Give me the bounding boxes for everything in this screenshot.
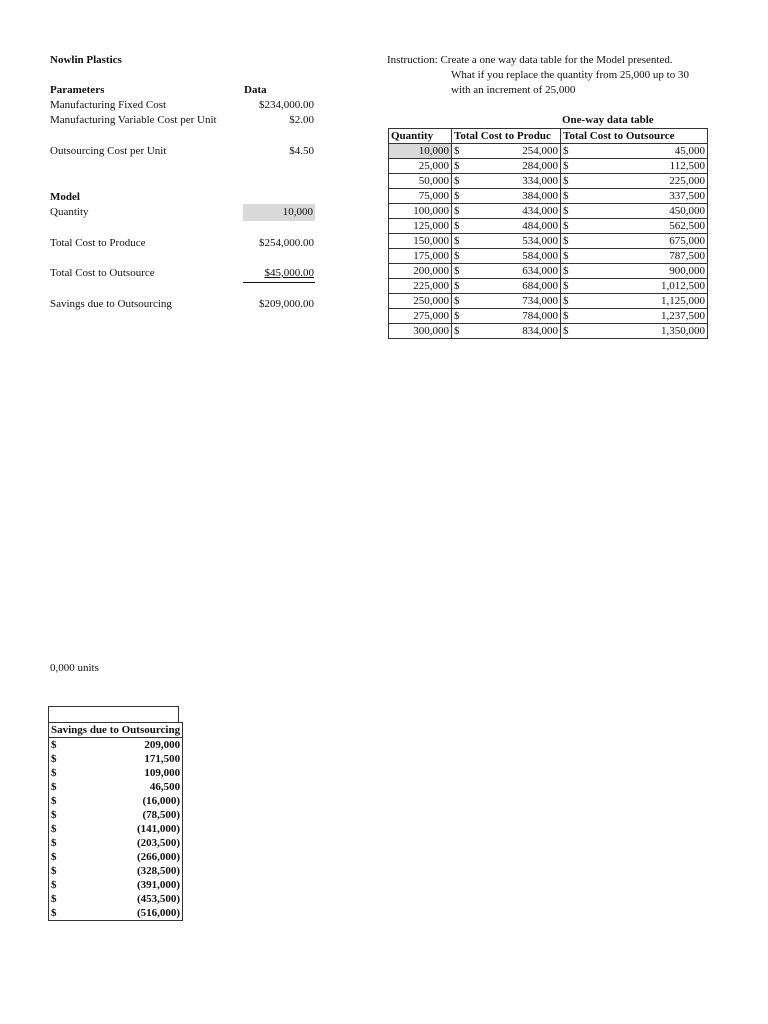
savings-cell[interactable]: 171,500 (84, 752, 183, 766)
currency-cell[interactable]: $ (452, 279, 471, 294)
currency-cell[interactable]: $ (452, 189, 471, 204)
data-heading: Data (244, 84, 267, 96)
currency-cell[interactable]: $ (561, 189, 580, 204)
currency-cell[interactable]: $ (49, 892, 85, 906)
produce-cost-cell[interactable]: 734,000 (470, 294, 561, 309)
savings-cell[interactable]: (203,500) (84, 836, 183, 850)
quantity-cell[interactable]: 300,000 (389, 324, 452, 339)
currency-cell[interactable]: $ (452, 234, 471, 249)
savings-cell[interactable]: (328,500) (84, 864, 183, 878)
savings-label: Savings due to Outsourcing (50, 298, 172, 310)
currency-cell[interactable]: $ (49, 878, 85, 892)
outsource-cost-cell[interactable]: 1,350,000 (579, 324, 708, 339)
quantity-cell[interactable]: 75,000 (389, 189, 452, 204)
table-row (49, 794, 183, 808)
currency-cell[interactable]: $ (561, 234, 580, 249)
savings-cell[interactable]: (78,500) (84, 808, 183, 822)
company-title: Nowlin Plastics (50, 54, 122, 66)
table-row (389, 144, 708, 159)
produce-cost-label: Total Cost to Produce (50, 237, 146, 249)
table-row (49, 766, 183, 780)
currency-cell[interactable]: $ (452, 294, 471, 309)
quantity-input-cell[interactable]: 10,000 (243, 204, 315, 221)
quantity-cell[interactable]: 150,000 (389, 234, 452, 249)
currency-cell[interactable]: $ (561, 174, 580, 189)
col-outsource-header: Total Cost to Outsource (561, 129, 708, 144)
currency-cell[interactable]: $ (49, 864, 85, 878)
total-rule (243, 282, 315, 283)
outsourcing-cost-label: Outsourcing Cost per Unit (50, 145, 167, 157)
outsource-cost-cell[interactable]: 1,237,500 (579, 309, 708, 324)
savings-cell[interactable]: 209,000 (84, 738, 183, 753)
table-row (389, 309, 708, 324)
currency-cell[interactable]: $ (561, 144, 580, 159)
currency-cell[interactable]: $ (452, 309, 471, 324)
col-produce-header: Total Cost to Produc (452, 129, 561, 144)
savings-cell[interactable]: (141,000) (84, 822, 183, 836)
currency-cell[interactable]: $ (561, 159, 580, 174)
savings-table-header: Savings due to Outsourcing (49, 723, 183, 738)
outsource-cost-value[interactable]: $45,000.00 (264, 267, 314, 279)
currency-cell[interactable]: $ (49, 794, 85, 808)
currency-cell[interactable]: $ (452, 174, 471, 189)
table-row (389, 204, 708, 219)
outsource-cost-cell[interactable]: 450,000 (579, 204, 708, 219)
savings-cell[interactable]: 109,000 (84, 766, 183, 780)
outsource-cost-cell[interactable]: 1,012,500 (579, 279, 708, 294)
quantity-cell[interactable]: 200,000 (389, 264, 452, 279)
table-row (389, 219, 708, 234)
produce-cost-cell[interactable]: 384,000 (470, 189, 561, 204)
currency-cell[interactable]: $ (561, 309, 580, 324)
outsource-cost-cell[interactable]: 225,000 (579, 174, 708, 189)
savings-cell[interactable]: (453,500) (84, 892, 183, 906)
instruction-line-1: Instruction: Create a one way data table for the Model presented. (387, 54, 673, 66)
outsource-cost-cell[interactable]: 1,125,000 (579, 294, 708, 309)
quantity-cell[interactable]: 275,000 (389, 309, 452, 324)
savings-cell[interactable]: (391,000) (84, 878, 183, 892)
currency-cell[interactable]: $ (452, 204, 471, 219)
savings-table-frame-top (48, 706, 179, 723)
currency-cell[interactable]: $ (49, 752, 85, 766)
produce-cost-cell[interactable]: 284,000 (470, 159, 561, 174)
currency-cell[interactable]: $ (561, 249, 580, 264)
produce-cost-cell[interactable]: 584,000 (470, 249, 561, 264)
table-row (49, 752, 183, 766)
model-heading: Model (50, 191, 80, 203)
quantity-cell[interactable]: 10,000 (389, 144, 452, 159)
outsource-cost-cell[interactable]: 45,000 (579, 144, 708, 159)
data-table-title: One-way data table (562, 114, 654, 126)
quantity-cell[interactable]: 225,000 (389, 279, 452, 294)
table-row (389, 264, 708, 279)
variable-cost-label: Manufacturing Variable Cost per Unit (50, 114, 217, 126)
produce-cost-cell[interactable]: 834,000 (470, 324, 561, 339)
table-row (49, 836, 183, 850)
currency-cell[interactable]: $ (49, 780, 85, 794)
data-table (388, 128, 708, 339)
quantity-cell[interactable]: 250,000 (389, 294, 452, 309)
produce-cost-value[interactable]: $254,000.00 (259, 237, 314, 249)
currency-cell[interactable]: $ (452, 249, 471, 264)
table-row (49, 906, 183, 921)
outsource-cost-cell[interactable]: 675,000 (579, 234, 708, 249)
currency-cell[interactable]: $ (452, 159, 471, 174)
currency-cell[interactable]: $ (561, 294, 580, 309)
table-row (389, 189, 708, 204)
parameters-heading: Parameters (50, 84, 105, 96)
quantity-cell[interactable]: 125,000 (389, 219, 452, 234)
currency-cell[interactable]: $ (452, 264, 471, 279)
outsource-cost-cell[interactable]: 562,500 (579, 219, 708, 234)
savings-value[interactable]: $209,000.00 (259, 298, 314, 310)
currency-cell[interactable]: $ (452, 144, 471, 159)
savings-cell[interactable]: (516,000) (84, 906, 183, 921)
outsource-cost-cell[interactable]: 112,500 (579, 159, 708, 174)
savings-table (48, 722, 183, 921)
variable-cost-value[interactable]: $2.00 (289, 114, 314, 126)
currency-cell[interactable]: $ (561, 204, 580, 219)
savings-cell[interactable]: (266,000) (84, 850, 183, 864)
currency-cell[interactable]: $ (49, 906, 85, 921)
quantity-cell[interactable]: 50,000 (389, 174, 452, 189)
savings-cell[interactable]: (16,000) (84, 794, 183, 808)
table-row (49, 780, 183, 794)
produce-cost-cell[interactable]: 254,000 (470, 144, 561, 159)
currency-cell[interactable]: $ (561, 279, 580, 294)
produce-cost-cell[interactable]: 634,000 (470, 264, 561, 279)
currency-cell[interactable]: $ (561, 264, 580, 279)
table-row (389, 249, 708, 264)
table-row (389, 159, 708, 174)
table-row (389, 234, 708, 249)
currency-cell[interactable]: $ (452, 324, 471, 339)
instruction-line-2: What if you replace the quantity from 25,000 up to 30 (451, 69, 689, 81)
col-quantity-header: Quantity (389, 129, 452, 144)
table-row (389, 294, 708, 309)
currency-cell[interactable]: $ (49, 836, 85, 850)
currency-cell[interactable]: $ (561, 219, 580, 234)
table-row (49, 738, 183, 753)
instruction-line-3: with an increment of 25,000 (451, 84, 576, 96)
table-row (49, 850, 183, 864)
outsource-cost-cell[interactable]: 337,500 (579, 189, 708, 204)
table-row (49, 808, 183, 822)
currency-cell[interactable]: $ (49, 738, 85, 753)
outsource-cost-cell[interactable]: 900,000 (579, 264, 708, 279)
quantity-cell[interactable]: 25,000 (389, 159, 452, 174)
produce-cost-cell[interactable]: 434,000 (470, 204, 561, 219)
fixed-cost-label: Manufacturing Fixed Cost (50, 99, 167, 111)
currency-cell[interactable]: $ (49, 808, 85, 822)
currency-cell[interactable]: $ (452, 219, 471, 234)
quantity-cell[interactable]: 100,000 (389, 204, 452, 219)
produce-cost-cell[interactable]: 684,000 (470, 279, 561, 294)
savings-cell[interactable]: 46,500 (84, 780, 183, 794)
continuation-text: 0,000 units (50, 662, 99, 674)
quantity-label: Quantity (50, 206, 89, 218)
table-row (49, 878, 183, 892)
table-row (49, 892, 183, 906)
outsourcing-cost-value[interactable]: $4.50 (289, 145, 314, 157)
produce-cost-cell[interactable]: 534,000 (470, 234, 561, 249)
table-row (49, 864, 183, 878)
produce-cost-cell[interactable]: 484,000 (470, 219, 561, 234)
currency-cell[interactable]: $ (561, 324, 580, 339)
currency-cell[interactable]: $ (49, 766, 85, 780)
currency-cell[interactable]: $ (49, 850, 85, 864)
quantity-cell[interactable]: 175,000 (389, 249, 452, 264)
table-row (49, 822, 183, 836)
outsource-cost-label: Total Cost to Outsource (50, 267, 155, 279)
produce-cost-cell[interactable]: 784,000 (470, 309, 561, 324)
table-row (389, 174, 708, 189)
table-row (389, 279, 708, 294)
fixed-cost-value[interactable]: $234,000.00 (259, 99, 314, 111)
table-row (389, 324, 708, 339)
produce-cost-cell[interactable]: 334,000 (470, 174, 561, 189)
outsource-cost-cell[interactable]: 787,500 (579, 249, 708, 264)
currency-cell[interactable]: $ (49, 822, 85, 836)
